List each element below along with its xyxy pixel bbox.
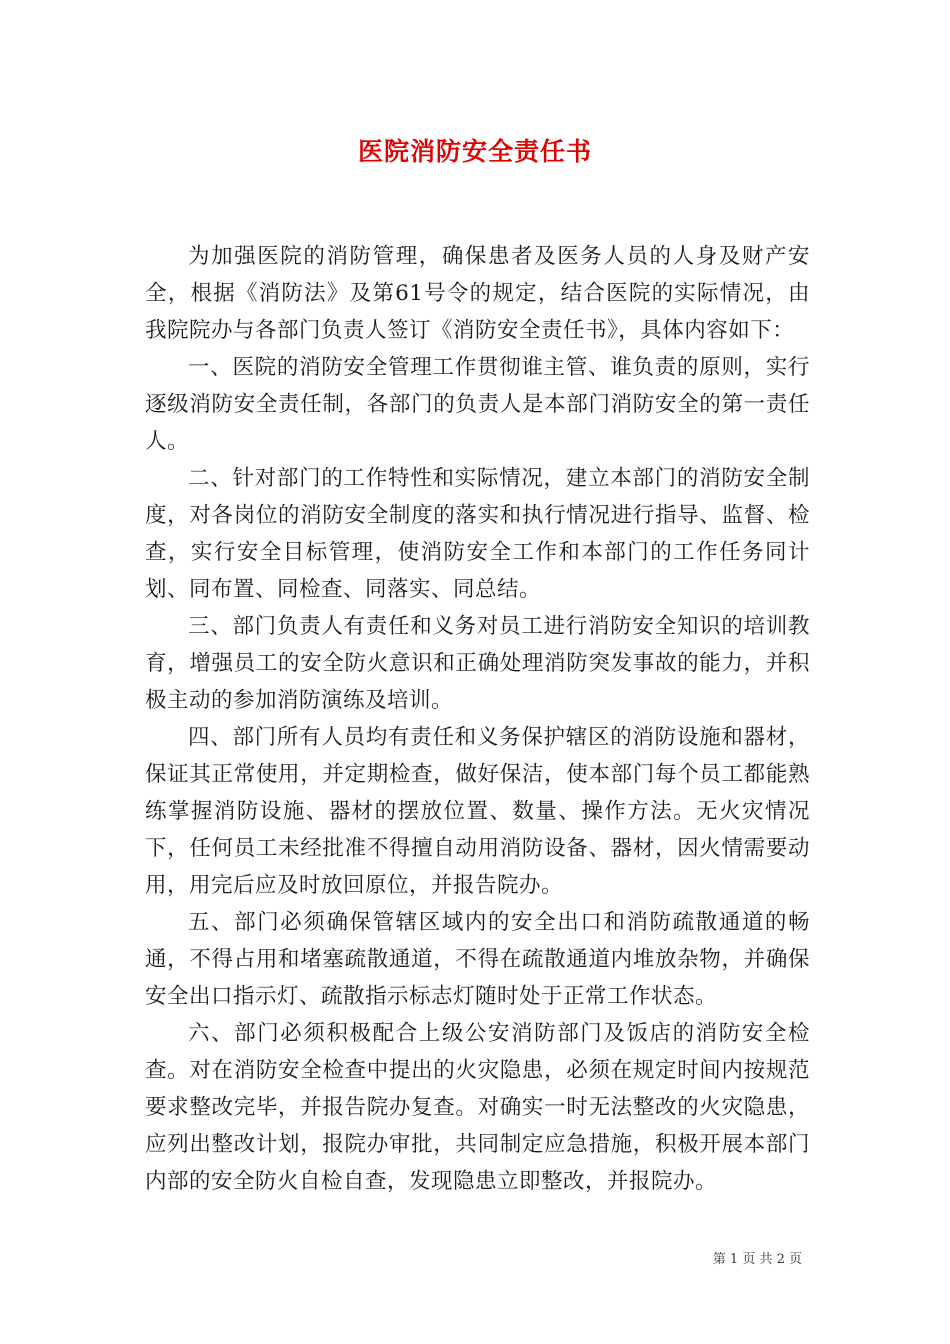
clause-4-paragraph: 四、部门所有人员均有责任和义务保护辖区的消防设施和器材，保证其正常使用，并定期检查，做好保洁，使本部门每个员工都能熟练掌握消防设施、器材的摆放位置、数量、操作方法。无火灾情况下，任何员工未经批准不得擅自动用消防设备、器材，因火情需要动用，用完后应及时放回原位，并报告院办。 — [145, 725, 810, 898]
page-number-footer: 第 1 页 共 2 页 — [712, 1252, 802, 1267]
document-title: 医院消防安全责任书 — [357, 137, 592, 166]
clause-2-paragraph: 二、针对部门的工作特性和实际情况，建立本部门的消防安全制度，对各岗位的消防安全制度的落实和执行情况进行指导、监督、检查，实行安全目标管理，使消防安全工作和本部门的工作任务同计划、同布置、同检查、同落实、同总结。 — [145, 466, 810, 602]
clause-6-paragraph: 六、部门必须积极配合上级公安消防部门及饭店的消防安全检查。对在消防安全检查中提出的火灾隐患，必须在规定时间内按规范要求整改完毕，并报告院办复查。对确实一时无法整改的火灾隐患，应列出整改计划，报院办审批，共同制定应急措施，积极开展本部门内部的安全防火自检自查，发现隐患立即整改，并报院办。 — [145, 1021, 810, 1194]
clause-3-paragraph: 三、部门负责人有责任和义务对员工进行消防安全知识的培训教育，增强员工的安全防火意识和正确处理消防突发事故的能力，并积极主动的参加消防演练及培训。 — [145, 614, 810, 713]
clause-5-paragraph: 五、部门必须确保管辖区域内的安全出口和消防疏散通道的畅通，不得占用和堵塞疏散通道，不得在疏散通道内堆放杂物，并确保安全出口指示灯、疏散指示标志灯随时处于正常工作状态。 — [145, 910, 810, 1009]
intro-paragraph: 为加强医院的消防管理，确保患者及医务人员的人身及财产安全，根据《消防法》及第61号令的规定，结合医院的实际情况，由我院院办与各部门负责人签订《消防安全责任书》，具体内容如下： — [145, 244, 810, 343]
clause-1-paragraph: 一、医院的消防安全管理工作贯彻谁主管、谁负责的原则，实行逐级消防安全责任制，各部门的负责人是本部门消防安全的第一责任人。 — [145, 355, 810, 454]
document-body — [145, 238, 810, 1200]
